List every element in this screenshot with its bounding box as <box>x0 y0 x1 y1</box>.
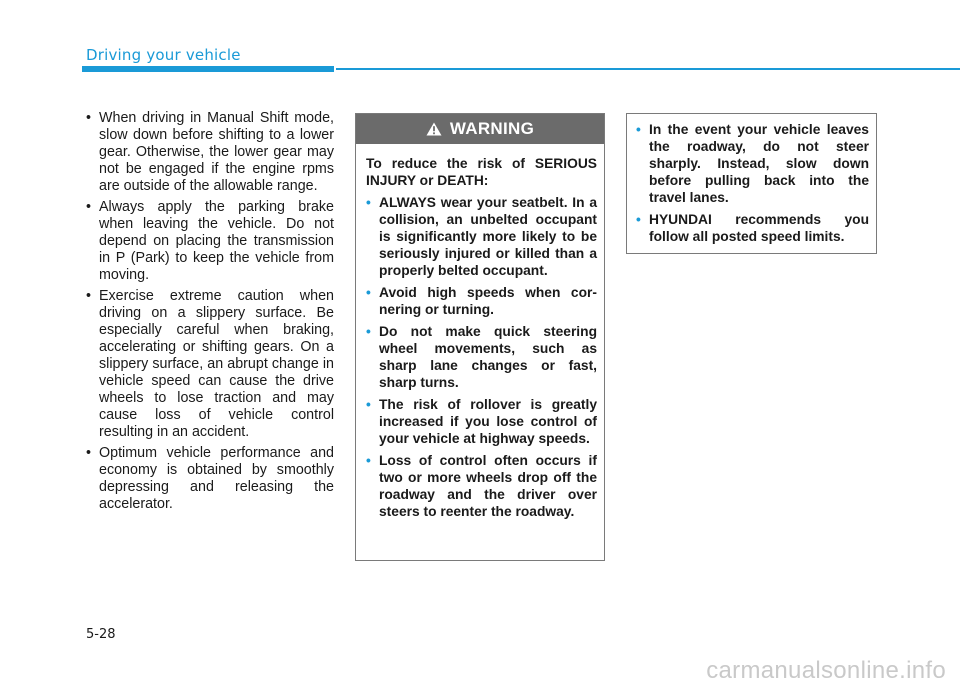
header-rule-thick <box>82 66 334 72</box>
warning-title: WARNING <box>449 119 535 138</box>
warning-item-text: Loss of control often occurs if two or more wheels drop off the roadway and the driver over steers to reenter the roadway. <box>379 453 597 519</box>
warning-continued-box <box>626 113 877 254</box>
warning-item <box>636 121 869 206</box>
warning-item-text: HYUNDAI recommends you follow all posted speed limits. <box>649 212 869 244</box>
bullet-icon: • <box>636 212 641 227</box>
bullet-icon: • <box>86 199 92 215</box>
watermark: carmanualsonline.info <box>706 657 946 684</box>
bullet-icon: • <box>86 445 92 461</box>
warning-item-text: ALWAYS wear your seatbelt. In a collision, an unbelted occupant is significantly more likely to be seriously injured or killed than a properly belted occupant. <box>379 195 597 278</box>
list-item <box>86 288 334 441</box>
paragraph-text: Always apply the parking brake when leaving the vehicle. Do not depend on placing the transmission in P (Park) to keep the vehicle from moving. <box>99 199 334 283</box>
paragraph-text: Optimum vehicle performance and economy is obtained by smoothly depressing and releasing the accelerator. <box>99 445 334 512</box>
warning-intro: To reduce the risk of SERIOUS INJURY or DEATH: <box>366 156 597 188</box>
warning-header <box>356 114 604 144</box>
paragraph-text: Exercise extreme caution when driving on a slippery surface. Be especially careful when braking, accelerating or shifting gears. On a slippery surface, an abrupt change in vehicle speed can cause the drive wheels to lose traction and may cause loss of vehicle control resulting in an accident. <box>99 288 334 440</box>
warning-box <box>355 113 605 561</box>
list-item <box>86 199 334 284</box>
warning-item-text: Avoid high speeds when cornering or turning. <box>379 285 597 317</box>
left-column <box>86 110 334 517</box>
warning-item <box>636 211 869 245</box>
bullet-icon: • <box>366 397 371 412</box>
bullet-icon: • <box>366 285 371 300</box>
warning-item-text: Do not make quick steering wheel movements, such as sharp lane changes or fast, sharp turns. <box>379 324 597 390</box>
bullet-icon: • <box>366 453 371 468</box>
paragraph-text: When driving in Manual Shift mode, slow down before shifting to a lower gear. Otherwise, the lower gear may not be engaged if the engine rpms are outside of the allowable range. <box>99 110 334 194</box>
warning-item-text: In the event your vehicle leaves the roadway, do not steer sharply. Instead, slow down before pulling back into the travel lanes. <box>649 122 869 205</box>
warning-item <box>366 284 597 318</box>
warning-item-text: The risk of rollover is greatly increased if you lose control of your vehicle at highway speeds. <box>379 397 597 446</box>
list-item <box>86 445 334 513</box>
section-title: Driving your vehicle <box>86 46 241 64</box>
warning-item <box>366 323 597 391</box>
page-number: 5-28 <box>86 627 116 642</box>
bullet-icon: • <box>636 122 641 137</box>
warning-item <box>366 194 597 279</box>
list-item <box>86 110 334 195</box>
bullet-icon: • <box>86 110 92 126</box>
warning-item <box>366 396 597 447</box>
header-rule-thin <box>336 68 960 70</box>
bullet-icon: • <box>366 324 371 339</box>
bullet-icon: • <box>86 288 92 304</box>
bullet-icon: • <box>366 195 371 210</box>
warning-triangle-icon <box>426 122 442 136</box>
warning-item <box>366 452 597 520</box>
